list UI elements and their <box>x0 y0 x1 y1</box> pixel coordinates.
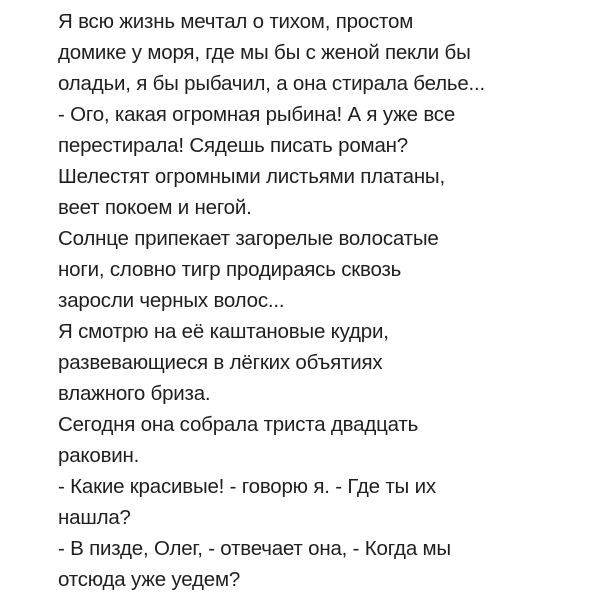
text-line: развевающиеся в лёгких объятиях <box>58 351 383 374</box>
text-line: домике у моря, где мы бы с женой пекли бы <box>58 41 471 64</box>
text-line: нашла? <box>58 506 131 529</box>
text-line: Я смотрю на её каштановые кудри, <box>58 320 389 343</box>
text-line: Сегодня она собрала триста двадцать <box>58 413 419 436</box>
text-line: Шелестят огромными листьями платаны, <box>58 165 445 188</box>
text-line: перестирала! Сядешь писать роман? <box>58 134 408 157</box>
text-line: веет покоем и негой. <box>58 196 252 219</box>
text-line: оладьи, я бы рыбачил, а она стирала белье... <box>58 72 486 95</box>
text-line: заросли черных волос... <box>58 289 285 312</box>
text-line: влажного бриза. <box>58 382 211 405</box>
text-line: отсюда уже уедем? <box>58 568 241 591</box>
text-line: - Какие красивые! - говорю я. - Где ты их <box>58 475 436 498</box>
story-text <box>58 6 582 595</box>
text-line: - Ого, какая огромная рыбина! А я уже все <box>58 103 456 126</box>
text-line: - В пизде, Олег, - отвечает она, - Когда мы <box>58 537 451 560</box>
text-line: раковин. <box>58 444 140 467</box>
text-line: Солнце припекает загорелые волосатые <box>58 227 439 250</box>
text-line: Я всю жизнь мечтал о тихом, простом <box>58 10 414 33</box>
text-line: ноги, словно тигр продираясь сквозь <box>58 258 402 281</box>
